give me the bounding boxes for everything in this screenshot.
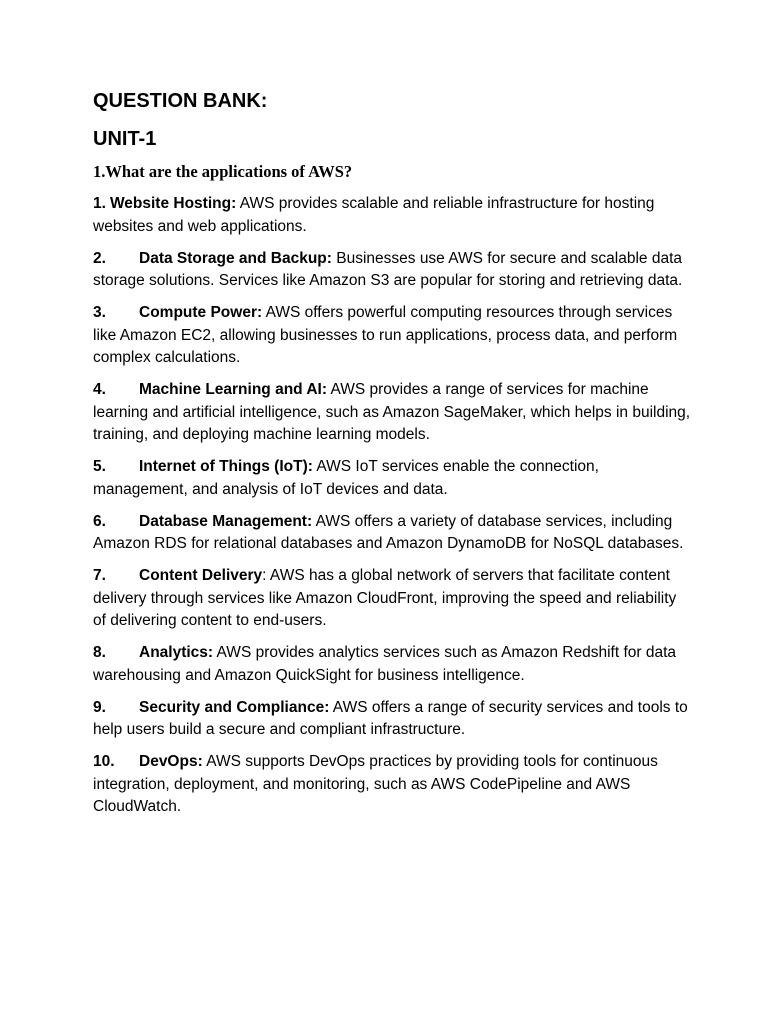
list-item [93, 379, 693, 447]
list-item [93, 642, 693, 687]
item-text: AWS provides scalable and reliable infrastructure for hosting websites and web applications. [93, 195, 655, 235]
question-heading: 1.What are the applications of AWS? [93, 162, 353, 181]
document-title: QUESTION BANK: [93, 90, 268, 112]
list-item [93, 565, 693, 633]
item-heading: Content Delivery [139, 567, 263, 584]
item-number: 4. [93, 381, 106, 398]
item-number: 9. [93, 698, 106, 716]
item-text: AWS offers powerful computing resources through services like Amazon EC2, allowing businesses to run applications, process data, and perform complex calculations. [93, 304, 678, 366]
item-number: 3. [93, 304, 106, 321]
item-text: AWS offers a variety of database services, including Amazon RDS for relational databases and Amazon DynamoDB for NoSQL databases. [93, 512, 684, 552]
unit-heading: UNIT-1 [93, 128, 157, 150]
item-text: Businesses use AWS for secure and scalable data storage solutions. Services like Amazon S3 are popular for storing and retrieving data. [93, 249, 683, 289]
item-heading: Machine Learning and AI: [139, 381, 328, 398]
item-number: 8. [93, 644, 106, 661]
list-item [93, 511, 693, 556]
item-heading: Compute Power: [139, 304, 263, 321]
item-number: 5. [93, 458, 106, 475]
item-text: AWS provides a range of services for machine learning and artificial intelligence, such as Amazon SageMaker, which helps in building, training, and deploying machine learning models. [93, 381, 691, 443]
item-text: AWS IoT services enable the connection, management, and analysis of IoT devices and data. [93, 458, 599, 498]
item-text: : AWS has a global network of servers that facilitate content delivery through services like Amazon CloudFront, improving the speed and reliability of delivering content to end-users. [93, 567, 677, 629]
list-item [93, 697, 693, 742]
item-heading: Security and Compliance: [139, 698, 330, 716]
item-text: AWS provides analytics services such as Amazon Redshift for data warehousing and Amazon QuickSight for business intelligence. [93, 644, 677, 684]
item-heading: Database Management: [139, 512, 313, 530]
document-page [93, 88, 693, 819]
list-item [93, 302, 693, 370]
item-number: 1. [93, 195, 106, 212]
item-number: 10. [93, 753, 115, 770]
item-heading: Website Hosting: [109, 195, 237, 212]
list-item [93, 456, 693, 501]
item-heading: Data Storage and Backup: [139, 249, 332, 267]
item-heading: Internet of Things (IoT): [139, 458, 313, 475]
list-item [93, 751, 693, 819]
item-text: AWS offers a range of security services and tools to help users build a secure and compliant infrastructure. [93, 698, 688, 738]
item-heading: Analytics: [139, 644, 214, 661]
list-item [93, 193, 693, 238]
item-number: 2. [93, 249, 106, 267]
item-number: 7. [93, 567, 106, 584]
item-text: AWS supports DevOps practices by providing tools for continuous integration, deployment, and monitoring, such as AWS CodePipeline and AWS CloudWatch. [93, 753, 658, 815]
item-number: 6. [93, 512, 106, 530]
item-heading: DevOps: [139, 753, 203, 770]
list-item [93, 248, 693, 293]
